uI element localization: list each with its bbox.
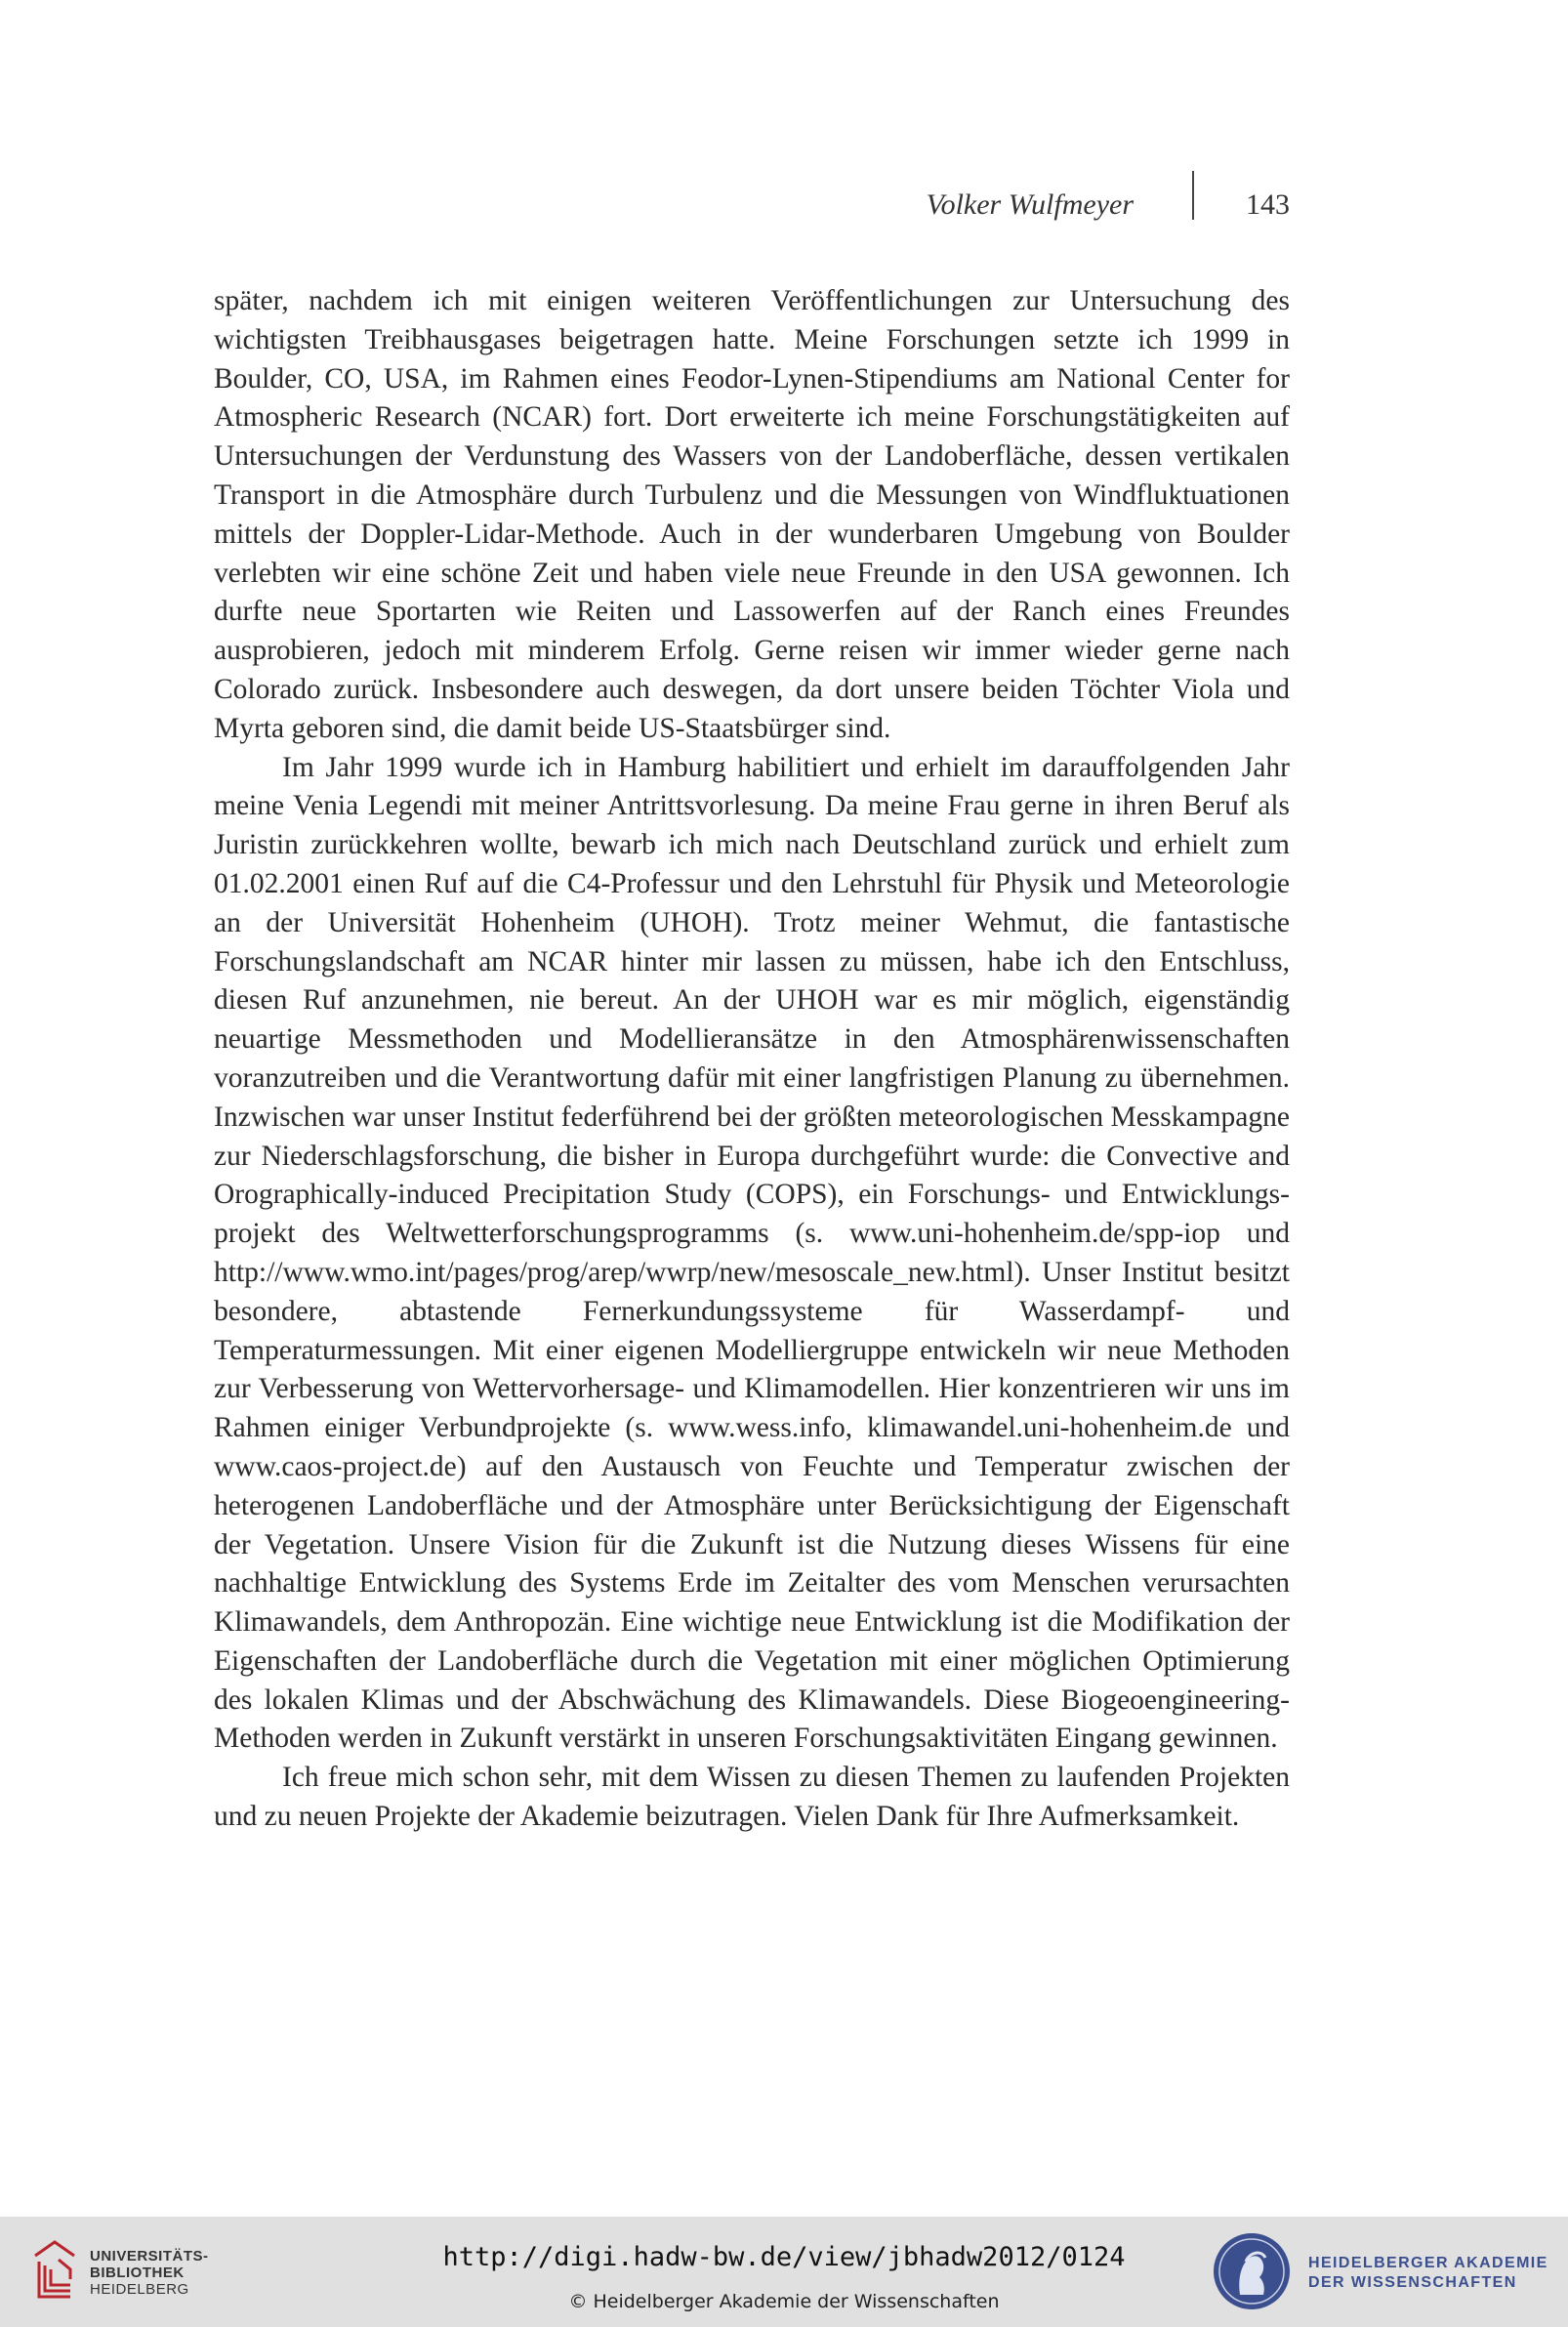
academy-seal-icon — [1211, 2230, 1293, 2312]
academy-wordmark — [1308, 2254, 1548, 2293]
academy-logo — [1211, 2230, 1548, 2314]
academy-line-1: HEIDELBERGER AKADEMIE — [1308, 2255, 1548, 2271]
paragraph-3: Ich freue mich schon sehr, mit dem Wissen zu diesen Themen zu laufenden Projekten und zu neuen Projekte der Akademie beizutragen. Vielen Dank für Ihre Aufmerksamkeit. — [214, 1762, 1290, 1833]
ub-line-2: BIBLIOTHEK — [90, 2265, 185, 2281]
ub-line-1: UNIVERSITÄTS- — [90, 2248, 209, 2265]
academy-line-2: DER WISSENSCHAFTEN — [1308, 2274, 1517, 2291]
footer-copyright: © Heidelberger Akademie der Wissenschaften — [568, 2291, 1000, 2312]
running-head-divider — [1192, 171, 1194, 220]
body-text — [214, 282, 1290, 1837]
running-head-author: Volker Wulfmeyer — [926, 188, 1134, 221]
footer-url-link[interactable]: http://digi.hadw-bw.de/view/jbhadw2012/0124 — [442, 2242, 1126, 2272]
page-number: 143 — [1246, 188, 1290, 221]
paragraph-2: Im Jahr 1999 wurde ich in Hamburg habilitiert und erhielt im darauffolgenden Jahr meine Venia Legendi mit meiner Antrittsvorlesung. Da meine Frau gerne in ihren Beruf als Juristin zurückkehren wollte, bewarb ich mich nach Deutschland zurück und erhielt zum 01.02.2001 einen Ruf auf die C4-Professur und den Lehrstuhl für Physik und Meteorologie an der Universität Hohenheim (UHOH). Trotz meiner Wehmut, die fantastische Forschungslandschaft am NCAR hinter mir lassen zu müssen, habe ich den Entschluss, diesen Ruf anzunehmen, nie bereut. An der UHOH war es mir möglich, eigenständig neuartige Messmethoden und Modellieransätze in den Atmosphärenwissenschaften voranzutreiben und die Verantwortung dafür mit einer langfristigen Planung zu übernehmen. Inzwischen war unser Institut federführend bei der größten meteorologischen Messkampagne zur Niederschlagsforschung, die bisher in Europa durchgeführt wurde: die Convective and Orographically-induced Precipitation Study (COPS), ein Forschungs- und Entwicklungsprojekt des Weltwetterforschungsprogramms (s. www.uni-hohenheim.de/spp-iop und http://www.wmo.int/pages/prog/arep/wwrp/new/mesoscale_new.html). Unser Institut besitzt besondere, abtastende Fernerkundungssysteme für Wasserdampf- und Temperaturmessungen. Mit einer eigenen Modelliergruppe entwickeln wir neue Methoden zur Verbesserung von Wettervorhersage- und Klimamodellen. Hier konzentrieren wir uns im Rahmen einiger Verbundprojekte (s. www.wess.info, klimawandel.uni-hohenheim.de und www.caos-project.de) auf den Austausch von Feuchte und Temperatur zwischen der heterogenen Landoberfläche und der Atmosphäre unter Berücksichtigung der Eigenschaft der Vegetation. Unsere Vision für die Zukunft ist die Nutzung dieses Wissens für eine nachhaltige Entwicklung des Systems Erde im Zeitalter des vom Menschen verursachten Klimawandels, dem Anthropozän. Eine wichtige neue Entwicklung ist die Modifikation der Eigenschaften der Landoberfläche durch die Vegetation mit einer möglichen Optimierung des lokalen Klimas und der Abschwächung des Klimawandels. Diese Biogeoengineering-Methoden werden in Zukunft verstärkt in unseren Forschungsaktivitäten Eingang gewinnen. — [214, 751, 1290, 1755]
running-head — [214, 181, 1290, 229]
ub-line-3: HEIDELBERG — [90, 2281, 189, 2298]
paragraph-1: später, nachdem ich mit einigen weiteren Veröffentlichungen zur Untersuchung des wichtigsten Treibhausgases beigetragen hatte. Meine Forschungen setzte ich 1999 in Boulder, CO, USA, im Rahmen eines Feodor-Lynen-Stipendiums am National Center for Atmospheric Research (NCAR) fort. Dort erweiterte ich meine Forschungstätigkeiten auf Untersuchungen der Verdunstung des Wassers von der Landoberfläche, dessen vertikalen Transport in die Atmosphäre durch Turbulenz und die Messungen von Windfluktuationen mittels der Doppler-Lidar-Methode. Auch in der wunderbaren Umgebung von Boulder verlebten wir eine schöne Zeit und haben viele neue Freunde in den USA gewonnen. Ich durfte neue Sportarten wie Reiten und Lassowerfen auf der Ranch eines Freundes ausprobieren, jedoch mit minderem Erfolg. Gerne reisen wir immer wieder gerne nach Colorado zurück. Insbesondere auch deswegen, da dort unsere beiden Töchter Viola und Myrta geboren sind, die damit beide US-Staatsbürger sind. — [214, 285, 1290, 744]
footer-bar — [0, 2217, 1568, 2327]
